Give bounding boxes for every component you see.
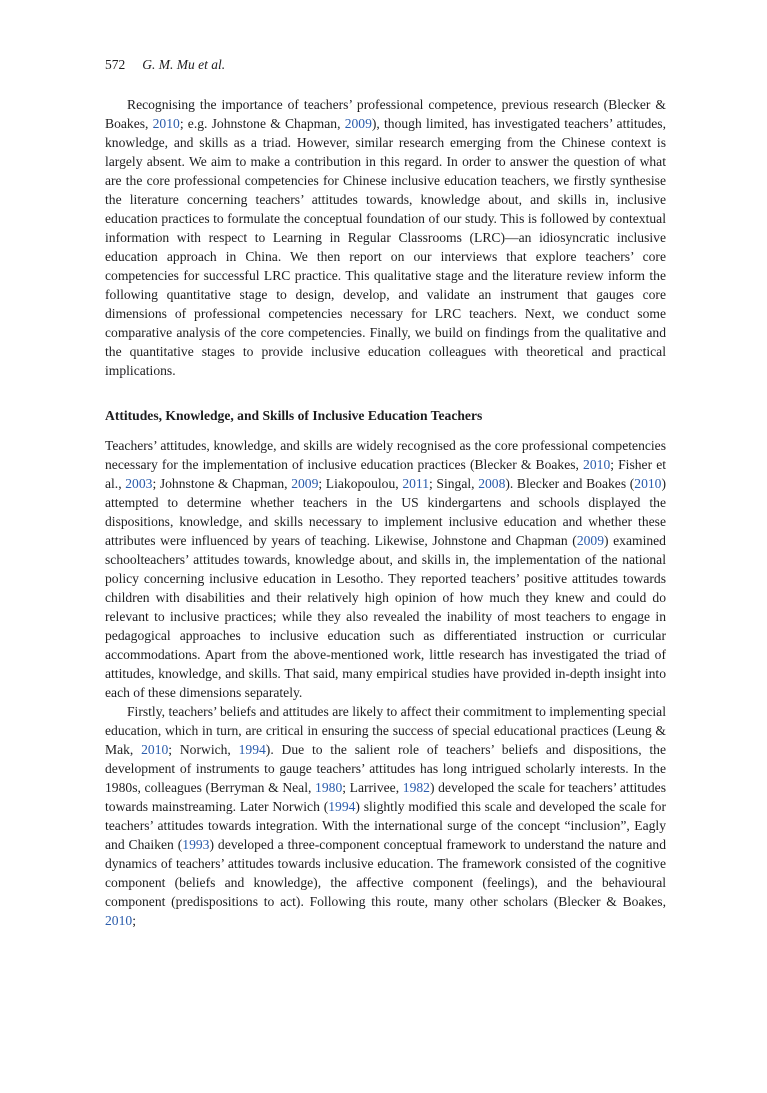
text-run: ) examined schoolteachers’ attitudes towards, knowledge about, and skills in, the implementation of the national policy concerning inclusive education in Lesotho. They reported teachers’ positive attitudes towards children with disabilities and their relatively high opinion of how much they knew and could do relevant to inclusive practices; while they also revealed the inability of most teachers to engage in pedagogical approaches to inclusive education such as differentiated instruction or curricular accommodations. Apart from the above-mentioned work, little research has investigated the triad of attitudes, knowledge, and skills. That said, many empirical studies have provided in-depth insight into each of these dimensions separately. (105, 533, 666, 700)
text-run: ). Due to the salient role of teachers’ beliefs and dispositions, the development of instruments to gauge teachers’ attitudes has long intrigued scholarly interests. In the 1980s, colleagues (Berryman & Neal, (105, 742, 666, 795)
text-run: ) developed a three-component conceptual framework to understand the nature and dynamics of teachers’ attitudes towards inclusive education. The framework consisted of the cognitive component (beliefs and knowledge), the affective component (feelings), and the behavioural component (predispositions to act). Following this route, many other scholars (Blecker & Boakes, (105, 837, 666, 909)
paragraph-attitudes-overview (105, 436, 666, 702)
citation-link[interactable]: 1994 (328, 799, 356, 814)
citation-link[interactable]: 2003 (125, 476, 153, 491)
citation-link[interactable]: 1994 (238, 742, 266, 757)
running-author: G. M. Mu et al. (142, 57, 226, 72)
text-run: ; e.g. Johnstone & Chapman, (179, 116, 345, 131)
text-run: ; Norwich, (168, 742, 239, 757)
paragraph-introduction (105, 95, 666, 380)
text-run: Teachers’ attitudes, knowledge, and skills are widely recognised as the core professional competencies necessary for the implementation of inclusive education practices (Blecker & Boakes, (105, 438, 666, 472)
text-run: ; Singal, (429, 476, 479, 491)
text-run: ; Johnstone & Chapman, (152, 476, 292, 491)
paragraph-attitudes-beliefs (105, 702, 666, 930)
text-run: ; Fisher et al., (105, 457, 667, 491)
citation-link[interactable]: 1982 (402, 780, 430, 795)
text-run: ). Blecker and Boakes ( (505, 476, 635, 491)
text-run: ) developed the scale for teachers’ attitudes towards mainstreaming. Later Norwich ( (105, 780, 666, 814)
text-run: ) slightly modified this scale and developed the scale for teachers’ attitudes towards integration. With the international surge of the concept “inclusion”, Eagly and Chaiken ( (105, 799, 666, 852)
citation-link[interactable]: 2009 (344, 116, 372, 131)
text-run: Firstly, teachers’ beliefs and attitudes are likely to affect their commitment to implementing special education, which in turn, are critical in ensuring the success of special educational practices (Leung & Mak, (105, 704, 666, 757)
text-run: ; Larrivee, (342, 780, 403, 795)
citation-link[interactable]: 2009 (291, 476, 319, 491)
citation-link[interactable]: 2010 (634, 476, 662, 491)
citation-link[interactable]: 2010 (152, 116, 180, 131)
running-header (105, 56, 666, 73)
citation-link[interactable]: 2009 (576, 533, 605, 548)
text-run: ), though limited, has investigated teachers’ attitudes, knowledge, and skills as a triad. However, similar research emerging from the Chinese context is largely absent. We aim to make a contribution in this regard. In order to answer the question of what are the core professional competencies for Chinese inclusive education teachers, we firstly synthesise the literature concerning teachers’ attitudes towards, knowledge about, and skills in, inclusive education practices to formulate the conceptual foundation of our study. This is followed by contextual information with respect to Learning in Regular Classrooms (LRC)—an idiosyncratic inclusive education approach in China. We then report on our interviews that explore teachers’ core competencies for successful LRC practice. This qualitative stage and the literature review inform the following quantitative stage to design, develop, and validate an instrument that gauges core dimensions of professional competencies necessary for LRC teachers. Next, we conduct some comparative analysis of the core competencies. Finally, we build on findings from the qualitative and the quantitative stages to provide inclusive education colleagues with theoretical and practical implications. (105, 116, 666, 378)
citation-link[interactable]: 2010 (583, 457, 611, 472)
text-run: ; (132, 913, 136, 928)
citation-link[interactable]: 2010 (105, 913, 133, 928)
text-run: Recognising the importance of teachers’ professional competence, previous research (Blecker & Boakes, (105, 97, 666, 131)
citation-link[interactable]: 1993 (182, 837, 210, 852)
page-number: 572 (105, 57, 126, 72)
citation-link[interactable]: 1980 (315, 780, 343, 795)
text-run: ; Liakopoulou, (318, 476, 403, 491)
citation-link[interactable]: 2008 (478, 476, 506, 491)
citation-link[interactable]: 2011 (402, 476, 429, 491)
section-heading: Attitudes, Knowledge, and Skills of Inclusive Education Teachers (105, 408, 483, 423)
citation-link[interactable]: 2010 (141, 742, 169, 757)
text-run: ) attempted to determine whether teachers in the US kindergartens and schools displayed the dispositions, knowledge, and skills necessary to implement inclusive education and whether these attributes were influenced by years of teaching. Likewise, Johnstone and Chapman ( (105, 476, 666, 548)
